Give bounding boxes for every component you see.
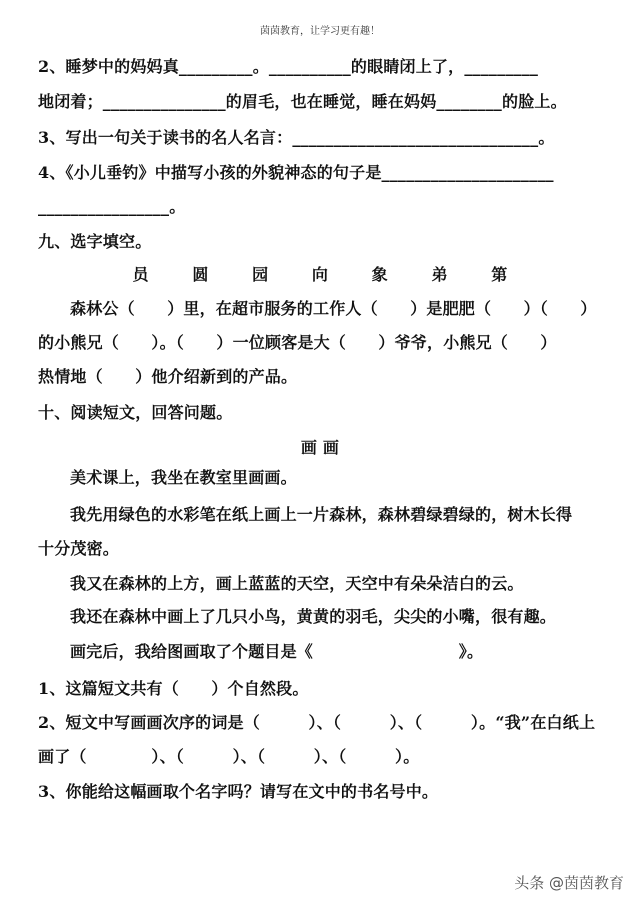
choice-char: 象 [371,265,388,284]
passage-para-2-line-1: 我先用绿色的水彩笔在纸上画上一片森林，森林碧绿碧绿的，树木长得 [70,505,573,524]
passage-title: 画 画 [300,438,340,457]
question-2-line-2: 地闭着；_______________的眉毛，也在睡觉，睡在妈妈________的脸上。 [38,92,567,111]
choice-char: 第 [491,265,508,284]
fill-line-2: 的小熊兄（ ）。（ ）一位顾客是大（ ）爷爷，小熊兄（ ） [38,333,557,352]
choice-char: 弟 [431,265,448,284]
passage-para-3: 我又在森林的上方，画上蓝蓝的天空，天空中有朵朵洁白的云。 [70,574,524,593]
reading-question-1: 1、这篇短文共有（ ）个自然段。 [38,679,309,698]
choice-char: 园 [252,265,269,284]
choice-char: 圆 [192,265,209,284]
reading-question-3: 3、你能给这幅画取个名字吗？请写在文中的书名号中。 [38,782,439,801]
reading-question-2-line-1: 2、短文中写画画次序的词是（ ）、（ ）、（ ）。“我”在白纸上 [38,713,596,732]
question-4-line-1: 4、《小儿垂钓》中描写小孩的外貌神态的句子是_____________________ [38,163,554,182]
passage-para-2-line-2: 十分茂密。 [38,539,120,558]
choice-char: 向 [311,265,329,284]
reading-question-2-line-2: 画了（ ）、（ ）、（ ）、（ ）。 [38,747,420,766]
passage-para-5: 画完后，我给图画取了个题目是《 》。 [70,642,484,661]
passage-para-1: 美术课上，我坐在教室里画画。 [70,468,297,487]
passage-para-4: 我还在森林中画上了几只小鸟，黄黄的羽毛，尖尖的小嘴，很有趣。 [70,607,557,626]
watermark: 头条 @茵茵教育 [514,874,624,892]
question-2-line-1: 2、睡梦中的妈妈真_________。__________的眼睛闭上了，_________ [38,57,539,76]
question-3: 3、写出一句关于读书的名人名言：______________________________。 [38,128,555,147]
choice-char: 员 [132,265,149,284]
section-10-heading: 十、阅读短文，回答问题。 [38,403,233,422]
question-4-line-2: ________________。 [38,197,186,216]
character-choices [0,262,640,285]
fill-line-3: 热情地（ ）他介绍新到的产品。 [38,367,298,386]
fill-line-1: 森林公（ ）里，在超市服务的工作人（ ）是肥肥（ ）（ ） [70,299,597,318]
page-header: 茵茵教育，让学习更有趣！ [260,26,380,37]
section-9-heading: 九、选字填空。 [38,232,152,251]
